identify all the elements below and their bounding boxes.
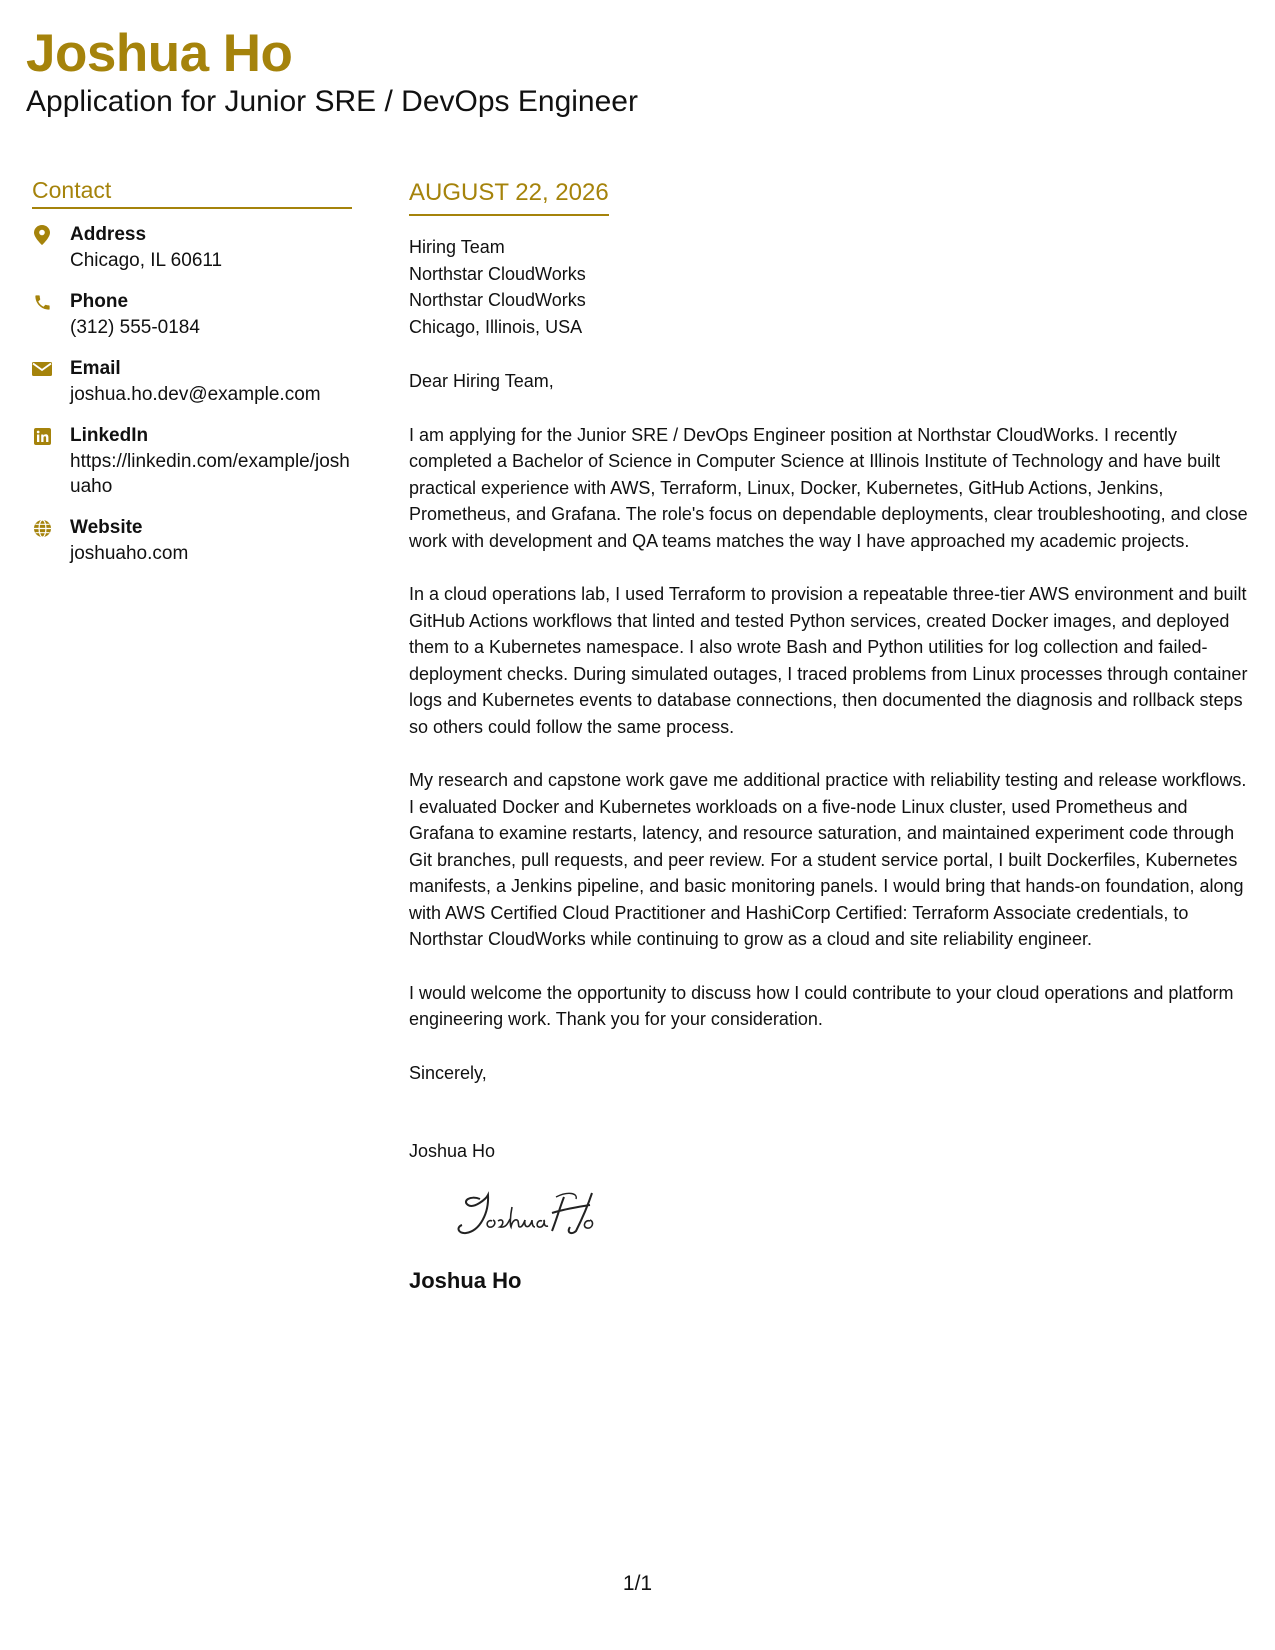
body-paragraph: In a cloud operations lab, I used Terraform to provision a repeatable three-tier AWS environment and built GitHub Actions workflows that linted and tested Python services, created Docker images, and deployed them to a Kubernetes namespace. I also wrote Bash and Python utilities for log collection and failed-deployment checks. During simulated outages, I traced problems from Linux processes through container logs and Kubernetes events to database connections, then documented the diagnosis and rollback steps so others could follow the same process.: [409, 584, 1248, 737]
letter-header: [26, 22, 638, 120]
handwritten-signature: [452, 1185, 1249, 1255]
website-value: joshuaho.com: [70, 543, 189, 564]
email-label: Email: [70, 358, 121, 379]
page-number: 1/1: [622, 1572, 653, 1595]
application-subtitle: Application for Junior SRE / DevOps Engineer: [26, 85, 638, 118]
applicant-name: Joshua Ho: [26, 24, 293, 83]
recipient-line: Hiring Team: [409, 237, 505, 257]
contact-website: [32, 515, 352, 566]
signed-name: Joshua Ho: [409, 1267, 522, 1293]
linkedin-icon: [32, 426, 52, 446]
envelope-icon: [32, 359, 52, 379]
recipient-line: Chicago, Illinois, USA: [409, 316, 583, 337]
email-value: joshua.ho.dev@example.com: [70, 384, 321, 405]
contact-address: [32, 222, 352, 273]
linkedin-label: LinkedIn: [70, 425, 149, 446]
contact-phone: [32, 289, 352, 340]
closing: Sincerely,: [409, 1062, 487, 1083]
typed-name: Joshua Ho: [409, 1141, 496, 1161]
body-paragraph: I would welcome the opportunity to discuss how I could contribute to your cloud operations and platform engineering work. Thank you for your consideration.: [409, 982, 1234, 1029]
phone-icon: [32, 292, 52, 312]
globe-icon: [32, 518, 52, 538]
website-label: Website: [70, 517, 143, 538]
phone-value: (312) 555-0184: [70, 317, 200, 338]
salutation: Dear Hiring Team,: [409, 371, 554, 391]
phone-label: Phone: [70, 291, 129, 312]
contact-email: [32, 356, 352, 407]
contact-title: Contact: [32, 176, 352, 209]
recipient-line: Northstar CloudWorks: [409, 290, 586, 310]
body-paragraph: My research and capstone work gave me additional practice with reliability testing and release workflows. I evaluated Docker and Kubernetes workloads on a five-node Linux cluster, used Prometheus and Grafana to examine restarts, latency, and resource saturation, and maintained experiment code through Git branches, pull requests, and peer review. For a student service portal, I built Dockerfiles, Kubernetes manifests, a Jenkins pipeline, and basic monitoring panels. I would bring that hands-on foundation, along with AWS Certified Cloud Practitioner and HashiCorp Certified: Terraform Associate credentials, to Northstar CloudWorks while continuing to grow as a cloud and site reliability engineer.: [409, 770, 1247, 949]
address-value: Chicago, IL 60611: [70, 250, 223, 271]
body-paragraph: I am applying for the Junior SRE / DevOps Engineer position at Northstar CloudWorks. I recently completed a Bachelor of Science in Computer Science at Illinois Institute of Technology and have built practical experience with AWS, Terraform, Linux, Docker, Kubernetes, GitHub Actions, Jenkins, Prometheus, and Grafana. The role's focus on dependable deployments, clear troubleshooting, and close work with development and QA teams matches the way I have approached my academic projects.: [409, 424, 1248, 551]
recipient-block: [409, 234, 1249, 340]
letter-date: AUGUST 22, 2026: [409, 178, 609, 216]
contact-linkedin: [32, 423, 352, 499]
contact-sidebar: [32, 176, 352, 582]
linkedin-value: https://linkedin.com/example/joshuaho: [70, 451, 350, 497]
map-pin-icon: [32, 225, 52, 245]
recipient-line: Northstar CloudWorks: [409, 263, 586, 284]
address-label: Address: [70, 224, 147, 245]
letter-body: [409, 178, 1249, 1295]
